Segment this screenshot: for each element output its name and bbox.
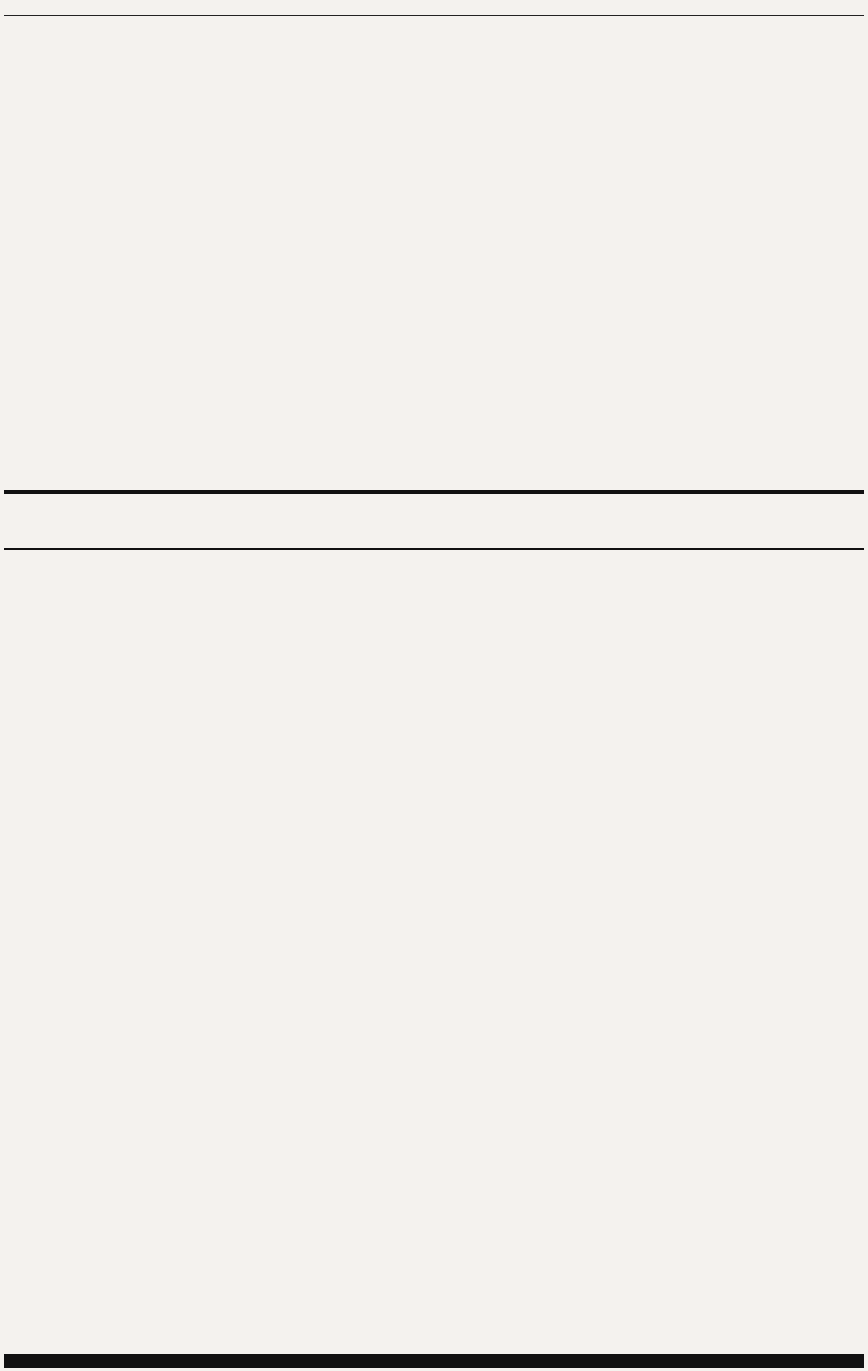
banner-deadlines <box>4 493 864 494</box>
footer-callout <box>4 1354 864 1368</box>
service-guide-columns <box>4 553 864 1368</box>
classifieds-top <box>4 17 864 487</box>
masthead-date <box>8 2 853 13</box>
masthead-classifications <box>853 2 861 13</box>
home-service-guide-banner <box>4 490 864 550</box>
newspaper-page <box>4 0 864 1371</box>
masthead <box>4 0 864 16</box>
